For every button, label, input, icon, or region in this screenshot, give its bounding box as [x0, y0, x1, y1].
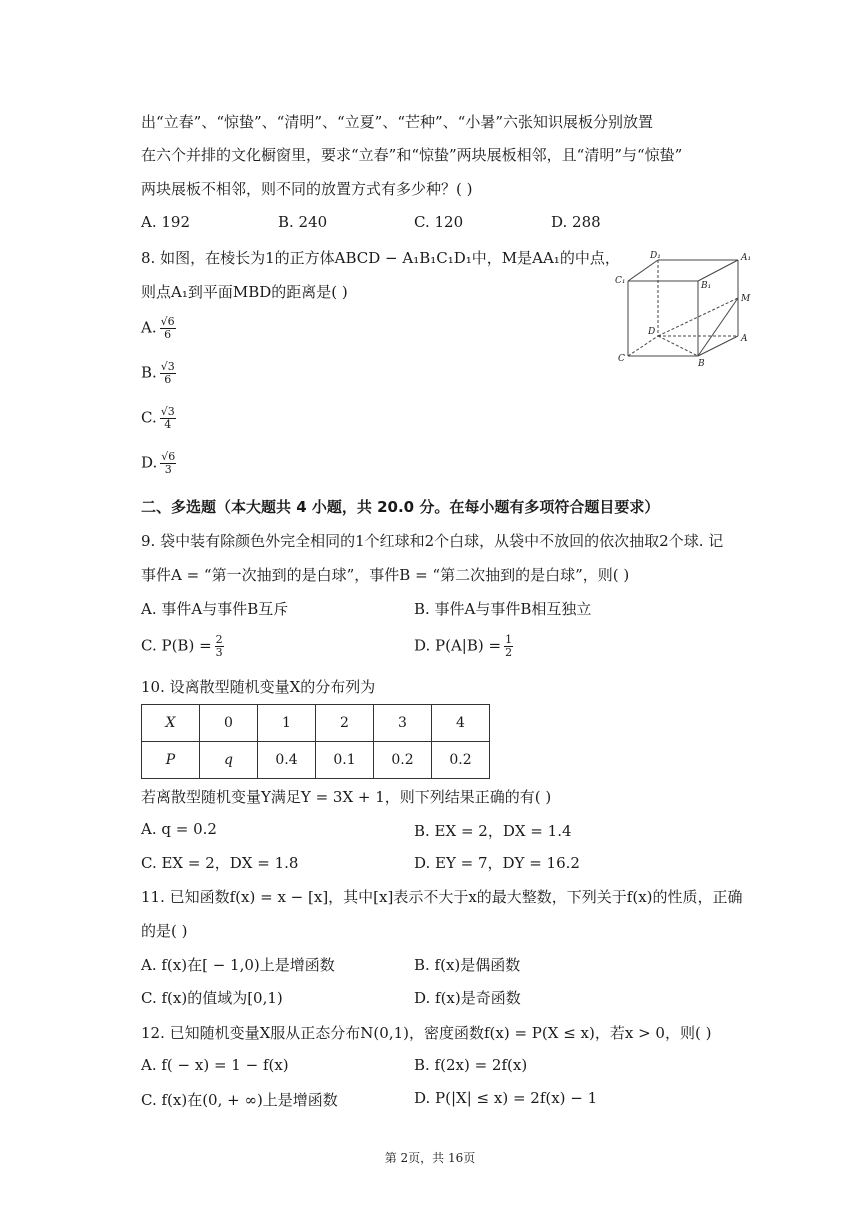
table-cell: 4	[432, 705, 490, 742]
q7-text-line1: 出“立春”、“惊蛰”、“清明”、“立夏”、“芒种”、“小暑”六张知识展板分别放置	[141, 113, 654, 131]
q12-text-line1: 12. 已知随机变量X服从正态分布N(0,1)，密度函数f(x) = P(X ≤ x)，若x > 0，则( )	[141, 1024, 712, 1042]
q8-option-b: B. $\frac{√3}{6}$	[141, 360, 175, 386]
table-cell: 0.2	[374, 742, 432, 779]
q10-option-c: C. EX = 2，DX = 1.8	[141, 854, 299, 872]
table-cell: 1	[258, 705, 316, 742]
q7-text-line3: 两块展板不相邻，则不同的放置方式有多少种？( )	[141, 180, 473, 198]
label-c: C	[618, 354, 625, 364]
table-cell: 0.2	[432, 742, 490, 779]
table-cell: q	[200, 742, 258, 779]
q10-text-line1: 10. 设离散型随机变量X的分布列为	[141, 678, 376, 696]
q9-option-d: D. P(A|B) = $\frac{1}{2}$	[414, 633, 513, 659]
table-cell: P	[142, 742, 200, 779]
distribution-table	[141, 704, 490, 779]
label-a: A	[741, 334, 748, 344]
table-cell: 2	[316, 705, 374, 742]
q7-option-a: A. 192	[141, 213, 190, 231]
label-b: B	[698, 359, 705, 369]
q9-text-line1: 9. 袋中装有除颜色外完全相同的1个红球和2个白球，从袋中不放回的依次抽取2个球. 记	[141, 532, 724, 550]
label-b1: B₁	[701, 281, 712, 291]
q12-option-d: D. P(|X| ≤ x) = 2f(x) − 1	[414, 1089, 598, 1107]
label-c1: C₁	[615, 276, 626, 286]
q8-option-d: D. $\frac{√6}{3}$	[141, 450, 176, 476]
q12-option-b: B. f(2x) = 2f(x)	[414, 1056, 528, 1074]
q11-text-line2: 的是( )	[141, 922, 188, 940]
q9-text-line2: 事件A = “第一次抽到的是白球”，事件B = “第二次抽到的是白球”，则( )	[141, 566, 630, 584]
table-cell: 0.1	[316, 742, 374, 779]
q11-option-d: D. f(x)是奇函数	[414, 989, 521, 1007]
q8-option-c: C. $\frac{√3}{4}$	[141, 405, 175, 431]
q7-option-b: B. 240	[278, 213, 328, 231]
q11-option-a: A. f(x)在[ − 1,0)上是增函数	[141, 956, 335, 974]
label-d: D	[648, 327, 656, 337]
q10-option-d: D. EY = 7，DY = 16.2	[414, 854, 580, 872]
page-footer: 第 2页，共 16页	[384, 1151, 476, 1165]
q10-text-line2: 若离散型随机变量Y满足Y = 3X + 1，则下列结果正确的有( )	[141, 788, 552, 806]
table-cell: 0	[200, 705, 258, 742]
q10-option-b: B. EX = 2，DX = 1.4	[414, 822, 572, 840]
q8-text-line1: 8. 如图，在棱长为1的正方体ABCD − A₁B₁C₁D₁中，M是AA₁的中点，	[141, 249, 620, 267]
q9-option-a: A. 事件A与事件B互斥	[141, 600, 289, 618]
q11-option-b: B. f(x)是偶函数	[414, 956, 521, 974]
q7-text-line2: 在六个并排的文化橱窗里，要求“立春”和“惊蛰”两块展板相邻，且“清明”与“惊蛰”	[141, 146, 683, 164]
q12-option-c: C. f(x)在(0, + ∞)上是增函数	[141, 1091, 338, 1109]
q11-option-c: C. f(x)的值域为[0,1)	[141, 989, 283, 1007]
label-m: M	[741, 294, 751, 304]
q9-option-b: B. 事件A与事件B相互独立	[414, 600, 592, 618]
table-cell: 3	[374, 705, 432, 742]
q8-text-line2: 则点A₁到平面MBD的距离是( )	[141, 283, 348, 301]
label-a1: A₁	[741, 253, 752, 263]
table-cell: X	[142, 705, 200, 742]
table-cell: 0.4	[258, 742, 316, 779]
q8-option-a: A. $\frac{√6}{6}$	[141, 315, 175, 341]
label-d1: D₁	[650, 251, 661, 261]
q10-option-a: A. q = 0.2	[141, 820, 217, 838]
q9-option-c: C. P(B) = $\frac{2}{3}$	[141, 633, 223, 659]
table-row	[142, 742, 490, 779]
cube-figure	[610, 248, 760, 370]
q7-option-c: C. 120	[414, 213, 464, 231]
q7-option-d: D. 288	[551, 213, 601, 231]
q11-text-line1: 11. 已知函数f(x) = x − [x]，其中[x]表示不大于x的最大整数，下列关于f(x)的性质，正确	[141, 888, 743, 906]
table-row	[142, 705, 490, 742]
section-heading: 二、多选题（本大题共 4 小题，共 20.0 分。在每小题有多项符合题目要求）	[141, 498, 660, 516]
q12-option-a: A. f( − x) = 1 − f(x)	[141, 1056, 289, 1074]
